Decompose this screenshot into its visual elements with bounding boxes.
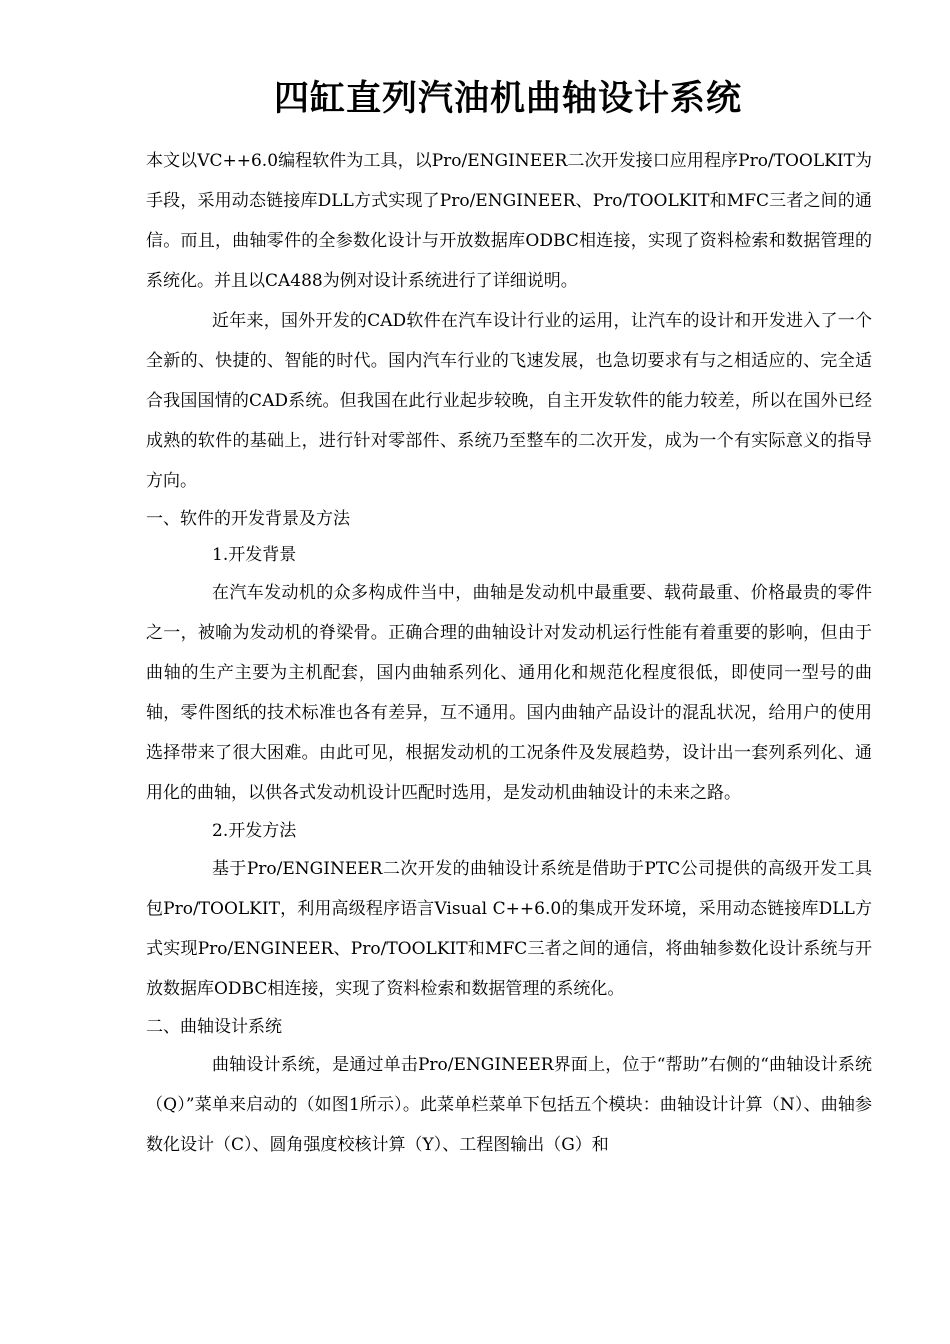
paragraph-background: 在汽车发动机的众多构成件当中，曲轴是发动机中最重要、载荷最重、价格最贵的零件之一，被喻为发动机的脊梁骨。正确合理的曲轴设计对发动机运行性能有着重要的影响，但由于曲轴的生产主要为主机配套，国内曲轴系列化、通用化和规范化程度很低，即使同一型号的曲轴，零件图纸的技术标准也各有差异，互不通用。国内曲轴产品设计的混乱状况，给用户的使用选择带来了很大困难。由此可见，根据发动机的工况条件及发展趋势，设计出一套列系列化、通用化的曲轴，以供各式发动机设计匹配时选用，是发动机曲轴设计的未来之路。 [146, 583, 872, 803]
paragraph-intro: 近年来，国外开发的CAD软件在汽车设计行业的运用，让汽车的设计和开发进入了一个全新的、快捷的、智能的时代。国内汽车行业的飞速发展，也急切要求有与之相适应的、完全适合我国国情的CAD系统。但我国在此行业起步较晚，自主开发软件的能力较差，所以在国外已经成熟的软件的基础上，进行针对零部件、系统乃至整车的二次开发，成为一个有实际意义的指导方向。 [146, 311, 872, 491]
section-heading-background-methods: 一、软件的开发背景及方法 [146, 509, 350, 529]
paragraph-abstract: 本文以VC++6.0编程软件为工具，以Pro/ENGINEER二次开发接口应用程序Pro/TOOLKIT为手段，采用动态链接库DLL方式实现了Pro/ENGINEER、Pro/TOOLKIT和MFC三者之间的通信。而且，曲轴零件的全参数化设计与开放数据库ODBC相连接，实现了资料检索和数据管理的系统化。并且以CA488为例对设计系统进行了详细说明。 [146, 151, 872, 291]
document-body [146, 141, 872, 1165]
paragraph-methods: 基于Pro/ENGINEER二次开发的曲轴设计系统是借助于PTC公司提供的高级开发工具包Pro/TOOLKIT，利用高级程序语言Visual C++6.0的集成开发环境，采用动态链接库DLL方式实现Pro/ENGINEER、Pro/TOOLKIT和MFC三者之间的通信，将曲轴参数化设计系统与开放数据库ODBC相连接，实现了资料检索和数据管理的系统化。 [146, 859, 872, 999]
subsection-heading-methods: 2.开发方法 [212, 821, 297, 841]
subsection-heading-background: 1.开发背景 [212, 545, 297, 565]
section-heading-design-system: 二、曲轴设计系统 [146, 1017, 282, 1037]
paragraph-design-system: 曲轴设计系统，是通过单击Pro/ENGINEER界面上，位于“帮助”右侧的“曲轴设计系统（Q）”菜单来启动的（如图1所示）。此菜单栏菜单下包括五个模块：曲轴设计计算（N）、曲轴参数化设计（C）、圆角强度校核计算（Y）、工程图输出（G）和 [146, 1055, 872, 1155]
document-title: 四缸直列汽油机曲轴设计系统 [273, 78, 742, 119]
